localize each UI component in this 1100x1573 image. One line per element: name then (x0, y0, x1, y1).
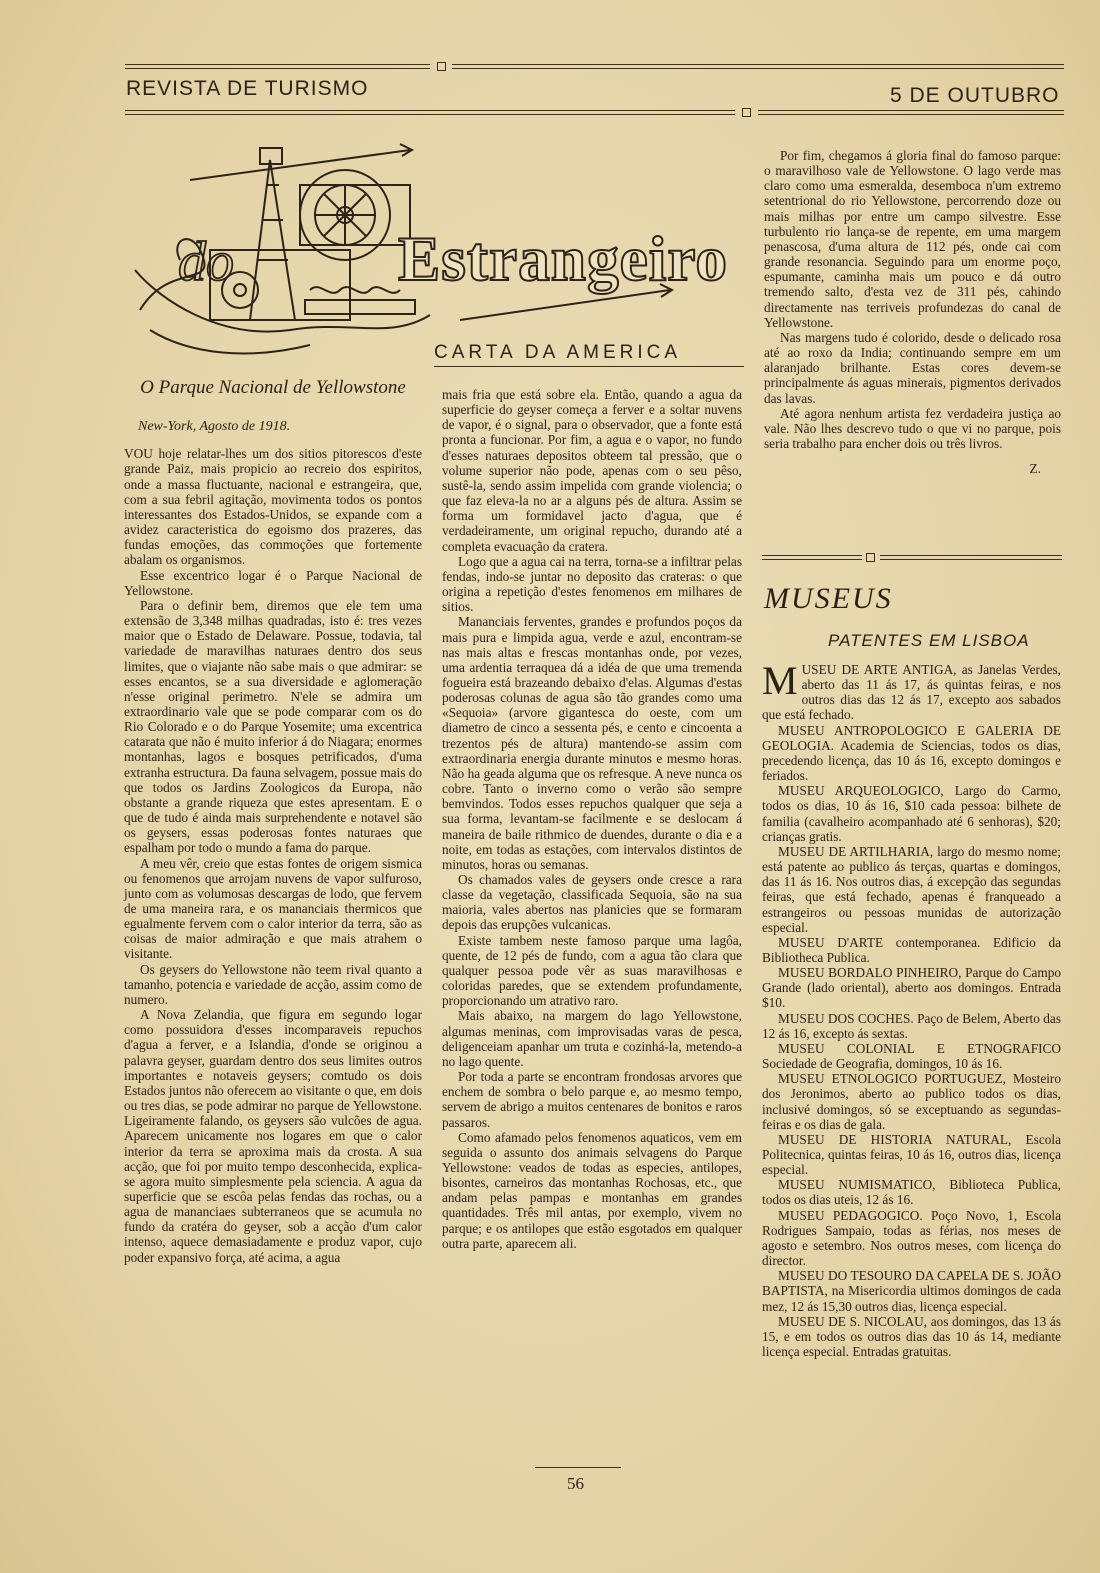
paragraph: Os chamados vales de geysers onde cresce a rara classe da vegetação, classificada Sequoia, são na sua maioria, vales abertos nas planicies que se formaram depois das erupções vulcanicas. (442, 872, 742, 933)
carta-heading: CARTA DA AMERICA (434, 342, 682, 363)
museum-entry: MUSEU PEDAGOGICO. Poço Novo, 1, Escola Rodrigues Sampaio, todas as férias, nos meses de agosto e setembro. Nos outros meses, com licença do director. (762, 1207, 1061, 1269)
paragraph: Até agora nenhum artista fez verdadeira justiça ao vale. Não lhes descrevo tudo o que vi no parque, pois seria trabalho para encher dois ou três livros. (764, 405, 1061, 451)
paragraph: Esse excentrico logar é o Parque Nacional de Yellowstone. (124, 567, 422, 598)
paragraph: A meu vêr, creio que estas fontes de origem sismica ou fenomenos que arrojam nuvens de vapor sulfuroso, junto com as volumosas descargas de lodo, que fervem de uma maneira rara, e os mananciais thermicos que egualmente fervem com o calor interior da terra, são as coisas de maior admiração e que mais atrahem o visitante. (124, 855, 422, 962)
paragraph: Os geysers do Yellowstone não teem rival quanto a tamanho, potencia e variedade de acção, assim como de numero. (124, 961, 422, 1007)
museus-ornament (866, 553, 875, 562)
svg-text:do: do (178, 231, 234, 293)
museus-list (762, 658, 1061, 1360)
page-number: 56 (567, 1474, 584, 1493)
museus-rule-right (880, 555, 1062, 560)
paragraph: mais fria que está sobre ela. Então, quando a agua da superficie do geyser começa a ferver e a soltar nuvens de vapor, é o signal, para o observador, que a fonte está pronta a funcionar. Por fim, a agua e o vapor, no fundo d'esses naturaes depositos obteem tal pressão, que o volume superior não pode, apenas com o seu pêso, sustê-la, sendo assim impelida com grande violencia; o que faz eleva-la no ar a alguns pés de altura. Assim se forma um formidavel jacto d'agua, que é verdadeiramente, um original repucho, durando até a completa evacuação da cratera. (442, 387, 742, 554)
paragraph: Para o definir bem, diremos que ele tem uma extensão de 3,348 milhas quadradas, isto é: tres vezes maior que o Estado de Delaware. Possue, todavia, tal variedade de maravilhas naturaes dentro dos seus limites, que o viajante não sabe mais o que admirar: se esses encantos, se a sua diversidade e aglomeração n'esse original perimetro. N'ele se admira um extraordinario vale que se pode comparar com os do Rio Colorado e o do Parque Yosemite; uma excentrica catarata que não é muito inferior á do Niagara; enormes montanhas, lagos e bosques petrificados, d'uma extranha estructura. Da fauna selvagem, possue mais do que todos os Jardins Zoologicos da Europa, não obstante a grande riqueza que estes apresentam. E o que de tudo é ainda mais surprehendente e notavel são os geysers, essas poderosas fontes naturaes que espalham por todo o mundo a fama do parque. (124, 597, 422, 856)
article-title: O Parque Nacional de Yellowstone (140, 377, 406, 398)
section-illustration (130, 140, 740, 365)
museum-entry: MUSEU ANTROPOLOGICO E GALERIA DE GEOLOGIA. Academia de Sciencias, todos os dias, precedendo licença, das 10 ás 16, excepto domingos e feriados. (762, 722, 1061, 784)
paragraph: A Nova Zelandia, que figura em segundo logar como possuidora d'esses incomparaveis repuchos d'agua a ferver, e a Islandia, d'onde se originou a palavra geyser, guardam dentro dos seus limites outros importantes e notaveis geysers; comtudo os dois Estados juntos não oferecem ao visitante o que, em dois ou tres dias, se pode admirar no parque de Yellowstone. Ligeiramente falando, os geysers são vulcões de agua. Aparecem unicamente nos logares em que o calor interior da terra se aproxima mais da crosta. A sua acção, que foi por muito tempo desconhecida, explica-se agora muito simplesmente pela sciencia. A agua da superficie que se escôa pelas fendas das rochas, ou a agua de mananciaes subterraneos que se acumula no fundo da cratéra do geyser, sob a acção d'um calor intenso, aquece demasiadamente e produz vapor, cujo poder expansivo força, até acima, a agua (124, 1007, 422, 1265)
header-ornament (437, 62, 446, 71)
carta-rule (434, 366, 744, 367)
paragraph: Logo que a agua cai na terra, torna-se a infiltrar pelas fendas, indo-se juntar no deposito das crateras: o que origina a repetição d'estes fenomenos em milhares de sitios. (442, 553, 742, 615)
paragraph: Por toda a parte se encontram frondosas arvores que enchem de sombra o belo parque e, ao mesmo tempo, servem de abrigo a muitos centenares de bonitos e raros passaros. (442, 1069, 742, 1130)
footer-rule (535, 1467, 621, 1468)
header-rule-left (125, 64, 430, 69)
paragraph: Existe tambem neste famoso parque uma lagôa, quente, de 12 pés de fundo, com a agua tão clara que qualquer pessoa pode vêr as suas maravilhosas e coloridas paredes, que se extendem profundamente, proporcionando um atrativo raro. (442, 932, 742, 1009)
museum-entry: MUSEU DO TESOURO DA CAPELA DE S. JOÃO BAPTISTA, na Misericordia ultimos domingos de cada mez, 12 ás 15,30 outros dias, licença especial. (762, 1268, 1061, 1314)
museum-entry (762, 658, 1061, 723)
article-column-3 (764, 148, 1061, 476)
museum-entry: MUSEU ARQUEOLOGICO, Largo do Carmo, todos os dias, 10 ás 16, $10 cada pessoa: bilhete de familia (cavalheiro acompanhado até 6 senhoras), $20; crianças gratis. (762, 783, 1061, 844)
museus-title: MUSEUS (764, 582, 893, 615)
museum-entry: MUSEU DOS COCHES. Paço de Belem, Aberto das 12 ás 16, excepto ás sextas. (762, 1010, 1061, 1041)
museum-entry: MUSEU NUMISMATICO, Biblioteca Publica, todos os dias uteis, 12 ás 16. (762, 1177, 1061, 1208)
museum-entry: MUSEU DE ARTILHARIA, largo do mesmo nome; está patente ao publico ás terças, quartas e domingos, das 11 ás 16. Nos outros dias, á excepção das segundas feiras, que está fechado, apenas é franqueado a estrangeiros ou pessoas munidas de autorização especial. (762, 843, 1061, 935)
museum-entry: MUSEU DE S. NICOLAU, aos domingos, das 13 ás 15, e em todos os outros dias das 10 ás 14, mediante licença especial. Entradas gratuitas. (762, 1313, 1061, 1360)
article-dateline: New-York, Agosto de 1918. (138, 419, 291, 435)
article-column-1 (124, 377, 422, 1265)
header-rule-right (452, 64, 1064, 69)
paragraph: Nas margens tudo é colorido, desde o delicado rosa até ao roxo da India; continuando sempre em um alaranjado brilhante. Estas cores devem-se principalmente ás aguas minerais, pigmentos derivados das lavas. (764, 329, 1061, 406)
paragraph: Como afamado pelos fenomenos aquaticos, vem em seguida o assunto dos animais selvagens do Parque Yellowstone: veados de todas as especies, antilopes, bisontes, carneiros das montanhas Rochosas, etc., que andam pelas pampas e montanhas em grandes quantidades. Três mil antas, por exemplo, vivem no parque; e os antilopes que estão esgotados em qualquer outra parte, aparecem ali. (442, 1129, 742, 1251)
museum-entry-text: USEU DE ARTE ANTIGA, as Janelas Verdes, aberto das 11 ás 17, ás quintas feiras, e nos outros dias das 12 ás 17, excepto aos sabados que está fechado. (762, 662, 1061, 723)
paragraph: Mananciais ferventes, grandes e profundos poços da mais pura e limpida agua, verde e azul, encontram-se nas mais altas e frescas montanhas onde, por vezes, uma ardentia terraquea dá a idéa de que uma tremenda fogueira está brazeando debaixo d'elas. Algumas d'estas poderosas colunas de agua são tão grandes como uma «Sequoia» (arvore gigantesca do oeste, com um diametro de cinco a sessenta pés, e cento e cincoenta a trezentos pés de altura) mantendo-se assim com extraordinaria energia durante minutos e mesmo horas. Não ha geada alguma que os refresque. A neve nunca os cobre. Tanto o inverno como o verão são sempre bemvindos. Todos esses repuchos qualquer que seja a sua forma, levantam-se facilmente e se deslocam á maneira de baile rithmico de duendes, durante o dia e a noite, em todas as estações, com intervalos distintos de minutos, horas ou semanas. (442, 614, 742, 872)
header-ornament-lower (742, 108, 751, 117)
journal-title: REVISTA DE TURISMO (126, 77, 369, 100)
paragraph: VOU hoje relatar-lhes um dos sitios pitorescos d'este grande Paiz, mais propicio ao recreio dos espiritos, onde a massa fluctuante, nacional e estrangeira, que, com a sua febril agitação, movimenta todos os pontos interessantes dos Estados-Unidos, se expande com a avidez caracteristica do egoismo dos prazeres, das fundas emoções, das commoções que fortemente abalam os organismos. (124, 446, 422, 568)
article-column-2 (442, 387, 742, 1251)
issue-date: 5 DE OUTUBRO (890, 84, 1060, 107)
museus-rule-left (762, 555, 862, 560)
header-rule-lower-left (125, 110, 735, 115)
museus-subtitle: PATENTES EM LISBOA (828, 631, 1030, 650)
museum-entry: MUSEU DE HISTORIA NATURAL, Escola Politecnica, quintas feiras, 10 ás 16, outros dias, licença especial. (762, 1131, 1061, 1178)
museum-entry: MUSEU BORDALO PINHEIRO, Parque do Campo Grande (lado oriental), aberto aos domingos. Entrada $10. (762, 965, 1061, 1011)
museum-entry: MUSEU D'ARTE contemporanea. Edificio da Bibliotheca Publica. (762, 934, 1061, 965)
museum-entry: MUSEU COLONIAL E ETNOGRAFICO Sociedade de Geografia, domingos, 10 ás 16. (762, 1040, 1061, 1072)
paragraph: Mais abaixo, na margem do lago Yellowstone, algumas meninas, com improvisadas varas de pesca, deligenceiam apanhar um truta e cozinhá-la, metendo-a no lago quente. (442, 1008, 742, 1069)
paragraph: Por fim, chegamos á gloria final do famoso parque: o maravilhoso vale de Yellowstone. O lago verde mas claro como uma esmeralda, desemboca n'um extremo setentrional do rio Yellowstone, percorrendo doze ou mais milhas por entre um campo silvestre. Esse turbulento rio lança-se de repente, em uma margem penascosa, d'uma altura de 112 pés, onde cai com grande resonancia. Seguindo para um enorme poço, espumante, caminha mais um pouco e dá outro tremendo salto, d'esta vez de 311 pés, cahindo directamente nas terriveis profundezas do canal de Yellowstone. (764, 148, 1061, 330)
article-signature: Z. (1029, 461, 1041, 477)
drop-cap: M (762, 658, 798, 703)
svg-text:Estrangeiro: Estrangeiro (398, 223, 728, 294)
header-rule-lower-right (758, 110, 1064, 115)
museum-entry: MUSEU ETNOLOGICO PORTUGUEZ, Mosteiro dos Jeronimos, aberto ao publico todos os dias, inclusivé domingos, só se exceptuando as segundas-feiras e os dias de gala. (762, 1071, 1061, 1132)
